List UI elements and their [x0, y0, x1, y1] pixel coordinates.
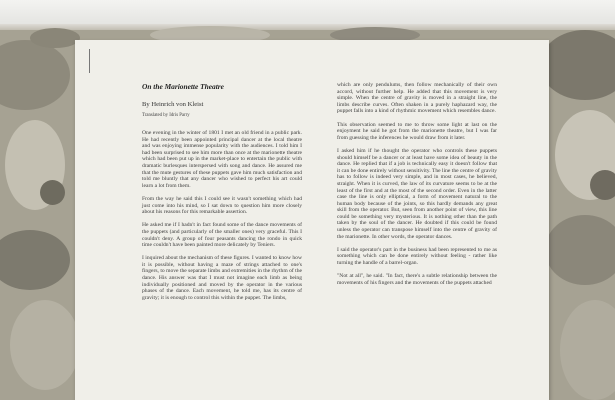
paragraph: which are only pendulums, then follow mechanically of their own accord, without further help. He added that this movement is very simple. When the centre of gravity is moved in a straight line, the limbs describe curves. Often shaken in a purely haphazard way, the puppet falls into a kind of rhythmic movement which resembles dance.	[337, 82, 497, 115]
document-title: On the Marionette Theatre	[142, 82, 224, 91]
white-wall	[0, 0, 615, 27]
stone-patch	[40, 180, 65, 205]
stone-patch	[540, 30, 615, 100]
stone-patch	[545, 215, 615, 285]
left-column	[142, 82, 302, 308]
document-translator: Translated by Idris Parry	[142, 113, 190, 118]
paragraph: One evening in the winter of 1801 I met an old friend in a public park. He had recently been appointed principal dancer at the local theatre and was enjoying immense popularity with the audiences. I told him I had been surprised to see him more than once at the marionette theatre which had been put up in the market-place to entertain the public with dramatic burlesques interspersed with song and dance. He assured me that the mute gestures of these puppets gave him much satisfaction and told me bluntly that any dancer who wished to perfect his art could learn a lot from them.	[142, 130, 302, 189]
paragraph: He asked me if I hadn't in fact found some of the dance movements of the puppets (and particularly of the smaller ones) very graceful. This I couldn't deny. A group of four peasants dancing the rondo in quick time couldn't have been painted more delicately by Teniers.	[142, 222, 302, 249]
paragraph: I asked him if he thought the operator who controls these puppets should himself be a dancer or at least have some idea of beauty in the dance. He replied that if a job is technically easy it doesn't follow that it can be done entirely without sensitivity. The line the centre of gravity has to follow is indeed very simple, and in most cases, he believed, straight. When it is curved, the law of its curvature seems to be at the least of the first and at the most of the second order. Even in the latter case the line is only elliptical, a form of movement natural to the human body because of the joints, so this hardly demands any great skill from the operator. But, seen from another point of view, this line could be something very mysterious. It is nothing other than the path taken by the soul of the dancer. He doubted if this could be found unless the operator can transpose himself into the centre of gravity of the marionette. In other words, the operator dances.	[337, 147, 497, 240]
paragraph: From the way he said this I could see it wasn't something which had just come into his mind, so I sat down to question him more closely about his reasons for this remarkable assertion.	[142, 195, 302, 216]
stone-patch	[560, 300, 615, 400]
document-author: By Heinrich von Kleist	[142, 101, 204, 108]
right-column	[337, 82, 497, 293]
stone-patch	[590, 170, 615, 200]
stone-patch	[0, 230, 70, 290]
stone-patch	[0, 40, 70, 110]
paragraph: I said the operator's part in the business had been represented to me as something which can be done entirely without feeling - rather like turning the handle of a barrel-organ.	[337, 246, 497, 267]
stone-patch	[30, 28, 80, 48]
paragraph: "Not at all", he said. "In fact, there's a subtle relationship between the movements of his fingers and the movements of the puppets attached	[337, 273, 497, 286]
binding-mark	[89, 49, 90, 73]
wall-ledge	[0, 24, 615, 30]
stone-patch	[10, 300, 80, 390]
paragraph: This observation seemed to me to throw some light at last on the enjoyment he said he got from the marionette theatre, but I was far from guessing the inferences he would draw from it later.	[337, 121, 497, 141]
paragraph: I inquired about the mechanism of these figures. I wanted to know how it is possible, without having a maze of strings attached to one's fingers, to move the separate limbs and extremities in the rhythm of the dance. His answer was that I must not imagine each limb as being individually positioned and moved by the operator in the various phases of the dance. Each movement, he told me, has its centre of gravity; it is enough to control this within the puppet. The limbs,	[142, 255, 302, 301]
